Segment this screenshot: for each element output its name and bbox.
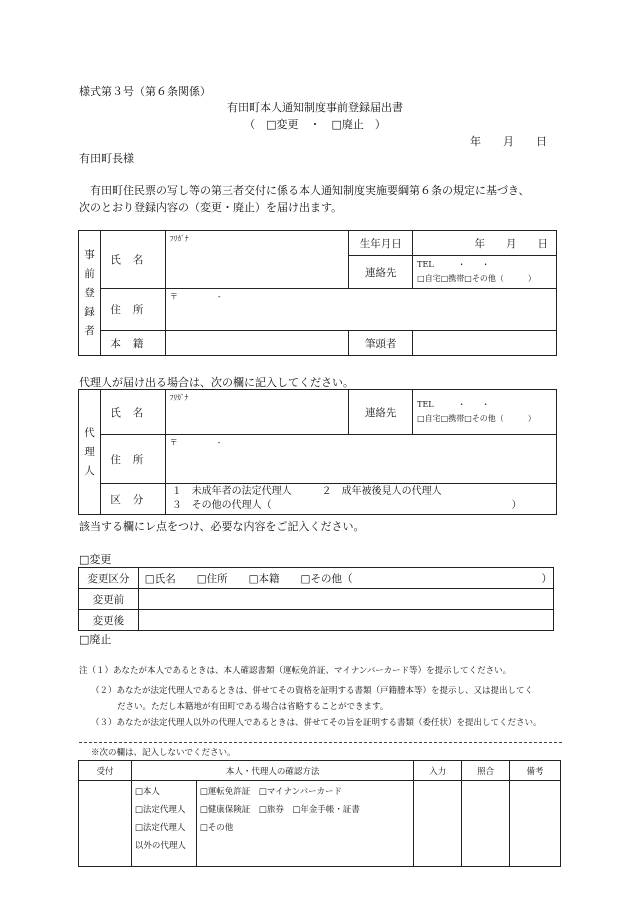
who-options [131, 781, 196, 867]
addressee: 有田町長様 [79, 152, 134, 165]
col-biko: 備考 [510, 761, 561, 781]
note-1: 注（１）あなたが本人であるときは、本人確認書類（運転免許証、マイナンバーカード等）を提示してください。 [79, 666, 512, 676]
biko-field [510, 781, 561, 867]
change-before-field[interactable] [138, 589, 553, 610]
col-method: 本人・代理人の確認方法 [131, 761, 413, 781]
agent-kubun-option-3: ３ その他の代理人（ ） [171, 500, 522, 511]
registrant-name-label: 氏名 [100, 231, 165, 289]
change-table [78, 567, 554, 631]
honseki-field[interactable] [165, 331, 348, 356]
col-shokai: 照合 [462, 761, 510, 781]
address-label: 住所 [100, 289, 165, 331]
page-title: 有田町本人通知制度事前登録届出書 [227, 101, 403, 114]
furigana-label: ﾌﾘｶﾞﾅ [169, 234, 189, 243]
who-honnin: □本人 [134, 787, 160, 797]
birth-field[interactable]: 年 月 日 [413, 231, 557, 256]
agent-kubun-option-1-2: １ 未成年者の法定代理人 ２ 成年被後見人の代理人 [171, 486, 442, 497]
office-note: ※次の欄は、記入しないでください。 [91, 748, 236, 758]
change-kubun-options[interactable]: □氏名 □住所 □本籍 □その他（ ） [138, 568, 553, 589]
note-3: （３）あなたが法定代理人以外の代理人であるときは、併せてその旨を証明する書類（委任状）を提出してください。 [91, 718, 542, 728]
agent-address-label: 住所 [100, 435, 165, 484]
col-uketsuke: 受付 [79, 761, 132, 781]
change-kubun-label: 変更区分 [79, 568, 139, 589]
doc-line-1: □運転免許証 □マイナンバーカード [199, 787, 342, 797]
check-instruction: 該当する欄にレ点をつけ、必要な内容をご記入ください。 [79, 520, 365, 533]
hittosha-field[interactable] [413, 331, 557, 356]
agent-postal-code: 〒 - [169, 438, 221, 447]
note-2a: （２）あなたが法定代理人であるときは、併せてその資格を証明する書類（戸籍謄本等）を提示し、又は提出してく [91, 686, 534, 696]
agent-furigana-label: ﾌﾘｶﾞﾅ [169, 393, 189, 402]
office-table [78, 760, 561, 867]
doc-options [196, 781, 414, 867]
contact-label: 連絡先 [349, 256, 413, 289]
agent-contact-label: 連絡先 [349, 390, 413, 435]
who-other-agent-2: 以外の代理人 [134, 841, 186, 851]
agent-kubun-field[interactable] [165, 484, 556, 515]
doc-line-2: □健康保険証 □旅券 □年金手帳・証書 [199, 805, 360, 815]
submission-date: 年 月 日 [470, 135, 547, 148]
doc-line-3: □その他 [199, 823, 234, 833]
agent-side-label: 代理人 [79, 390, 101, 515]
agent-table [78, 389, 557, 515]
change-after-label: 変更後 [79, 610, 139, 631]
tel-options: □自宅□携帯□その他（ ） [417, 274, 536, 283]
contact-field[interactable] [413, 256, 557, 289]
uketsuke-field [79, 781, 132, 867]
birth-label: 生年月日 [349, 231, 413, 256]
postal-code: 〒 - [169, 292, 221, 301]
agent-tel-text: TEL ・ ・ [417, 400, 490, 409]
agent-instruction: 代理人が届け出る場合は、次の欄に記入してください。 [79, 376, 354, 389]
who-other-agent-1: □法定代理人 [134, 823, 186, 833]
address-field[interactable] [165, 289, 556, 331]
registrant-table [78, 230, 557, 356]
change-before-label: 変更前 [79, 589, 139, 610]
page-subtitle: （ □変更 ・ □廃止 ） [244, 118, 386, 131]
input-field [414, 781, 462, 867]
intro-line-2: 次のとおり登録内容の（変更・廃止）を届け出ます。 [79, 201, 343, 214]
agent-contact-field[interactable] [413, 390, 557, 435]
who-legal-agent: □法定代理人 [134, 805, 186, 815]
hittosha-label: 筆頭者 [349, 331, 413, 356]
agent-name-label: 氏名 [100, 390, 165, 435]
abolish-checkbox[interactable]: □廃止 [79, 633, 112, 646]
note-2b: ださい。ただし本籍地が有田町である場合は省略することができます。 [117, 702, 389, 712]
col-input: 入力 [414, 761, 462, 781]
agent-address-field[interactable] [165, 435, 556, 484]
tel-text: TEL ・ ・ [417, 260, 490, 269]
agent-name-field[interactable] [165, 390, 349, 435]
change-after-field[interactable] [138, 610, 553, 631]
agent-kubun-label: 区分 [100, 484, 165, 515]
change-checkbox[interactable]: □変更 [79, 553, 112, 566]
registrant-name-field[interactable] [165, 231, 348, 289]
shokai-field [462, 781, 510, 867]
agent-tel-options: □自宅□携帯□その他（ ） [417, 414, 536, 423]
honseki-label: 本籍 [100, 331, 165, 356]
form-number: 様式第３号（第６条関係） [79, 85, 211, 98]
registrant-side-label: 事前登録者 [79, 231, 101, 356]
cut-line [79, 742, 562, 743]
intro-line-1: 有田町住民票の写し等の第三者交付に係る本人通知制度実施要綱第６条の規定に基づき、 [90, 184, 530, 197]
